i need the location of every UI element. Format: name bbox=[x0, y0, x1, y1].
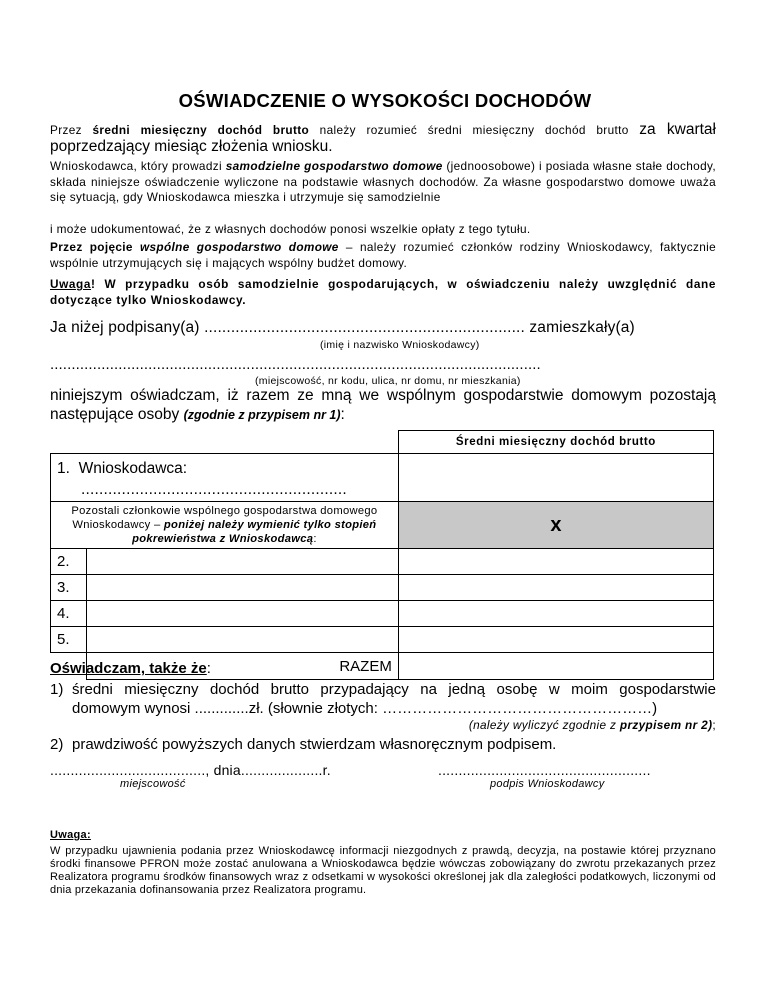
declaration-start: Ja niżej podpisany(a) bbox=[50, 319, 205, 336]
row-number: 5. bbox=[51, 627, 87, 653]
x-mark-cell: x bbox=[398, 502, 713, 549]
item2 bbox=[50, 736, 716, 753]
uwaga2-label: Uwaga: bbox=[50, 829, 91, 841]
table-row bbox=[51, 549, 714, 575]
relation-cell[interactable] bbox=[86, 549, 398, 575]
declaration-line3: niniejszym oświadczam, iż razem ze mną we wspólnym gospodarstwie domowym pozostają następujące osoby bbox=[50, 387, 716, 423]
item1-text-a: średni miesięczny dochód brutto przypadający na jedną osobę w moim gospodarstwie bbox=[72, 681, 716, 698]
signature-caption: podpis Wnioskodawcy bbox=[490, 778, 605, 790]
row-number: 1. bbox=[57, 460, 70, 477]
wspolne-bold: Przez pojęcie bbox=[50, 240, 140, 254]
przypis-2-note bbox=[50, 718, 716, 732]
table-row bbox=[51, 575, 714, 601]
uwaga-label: Uwaga bbox=[50, 277, 92, 291]
income-cell[interactable] bbox=[398, 549, 713, 575]
applicant-cell bbox=[51, 454, 399, 502]
household-table bbox=[50, 430, 714, 680]
signature-line: .................................................... bbox=[438, 762, 651, 778]
address-dots: ................................................................................................................... bbox=[50, 356, 541, 373]
samodzielne-text-1: Wnioskodawca, który prowadzi bbox=[50, 159, 226, 173]
others-colon: : bbox=[313, 533, 317, 545]
total-label: RAZEM bbox=[86, 653, 398, 680]
relation-cell[interactable] bbox=[86, 601, 398, 627]
przypis-1-ref: (zgodnie z przypisem nr 1) bbox=[183, 408, 341, 422]
name-dots: ........................................................................ bbox=[204, 319, 525, 336]
row-number: 3. bbox=[51, 575, 87, 601]
oswiadczam-colon: : bbox=[206, 660, 211, 677]
declaration-end: zamieszkały(a) bbox=[524, 319, 635, 336]
intro-text-3: za kwartał poprzedzający miesiąc złożenia wniosku. bbox=[50, 121, 716, 155]
samodzielne-paragraph bbox=[50, 159, 716, 206]
header-empty-cell bbox=[51, 431, 399, 454]
oswiadczam-heading bbox=[50, 660, 716, 677]
samodzielne-text-2: (jednoosobowe) i posiada własne stałe dochody, składa niniejsze oświadczenie wyliczone na podstawie własnych dochodów. Za własne gospodarstwo domowe uważa się sytuacją, gdy Wnioskodawca mieszka i utrzymuje się samodzielnie bbox=[50, 159, 716, 204]
row-number: 2. bbox=[51, 549, 87, 575]
place-caption: miejscowość bbox=[120, 778, 186, 790]
item2-text: prawdziwość powyższych danych stwierdzam własnoręcznym podpisem. bbox=[72, 736, 557, 753]
income-cell[interactable] bbox=[398, 627, 713, 653]
others-text: Pozostali członkowie wspólnego gospodarstwa domowego Wnioskodawcy – bbox=[71, 505, 378, 531]
address-caption: (miejscowość, nr kodu, ulica, nr domu, nr mieszkania) bbox=[255, 375, 521, 387]
others-bold: poniżej należy wymienić tylko stopień pokrewieństwa z Wnioskodawcą bbox=[132, 519, 377, 545]
item1 bbox=[50, 681, 716, 698]
wspolne-paragraph bbox=[50, 240, 716, 271]
note-bold: przypisem nr 2) bbox=[619, 718, 713, 732]
name-caption: (imię i nazwisko Wnioskodawcy) bbox=[320, 339, 480, 351]
intro-paragraph bbox=[50, 122, 716, 154]
intro-text-1: Przez bbox=[50, 123, 93, 137]
table-row bbox=[51, 454, 714, 502]
relation-cell[interactable] bbox=[86, 627, 398, 653]
table-row bbox=[51, 601, 714, 627]
income-cell[interactable] bbox=[398, 575, 713, 601]
oswiadczam-heading-text: Oświadczam, także że bbox=[50, 660, 207, 677]
note-end: ; bbox=[712, 718, 716, 732]
row-number: 4. bbox=[51, 601, 87, 627]
item1-text-b: domowym wynosi .............zł. (słownie złotych: ………………………………………………) bbox=[72, 700, 658, 717]
place-date-line: ......................................, dnia....................r. bbox=[50, 762, 331, 778]
declaration-colon: : bbox=[340, 406, 345, 423]
declaration-name-line bbox=[50, 319, 716, 337]
uwaga2-text: W przypadku ujawnienia podania przez Wnioskodawcę informacji niezgodnych z prawdą, decyzja, na postawie której przyznano środki finansowe PFRON może zostać anulowana a Wnioskodawca będzie wówczas zobowiązany do zwrotu przekazanych przez Realizatora programu środków finansowych wraz z odsetkami w wysokości określonej jak dla zaległości podatkowych, liczonymi od dnia przekazania dofinansowania przez Realizatora programu. bbox=[50, 845, 716, 896]
intro-bold: średni miesięczny dochód brutto bbox=[92, 123, 310, 137]
item1-number: 1) bbox=[50, 681, 64, 698]
income-header: Średni miesięczny dochód brutto bbox=[398, 431, 713, 454]
declaration-text bbox=[50, 386, 716, 425]
others-description-cell bbox=[51, 502, 399, 549]
samodzielne-bold: samodzielne gospodarstwo domowe bbox=[225, 159, 443, 173]
item2-number: 2) bbox=[50, 736, 64, 753]
income-cell[interactable] bbox=[398, 601, 713, 627]
note-text: (należy wyliczyć zgodnie z bbox=[468, 718, 620, 732]
relation-cell[interactable] bbox=[86, 575, 398, 601]
table-row bbox=[51, 627, 714, 653]
uwaga-note bbox=[50, 277, 716, 308]
uwaga-text: ! W przypadku osób samodzielnie gospodarujących, w oświadczeniu należy uwzględnić dane dotyczące tylko Wnioskodawcy. bbox=[50, 277, 716, 307]
applicant-income-cell[interactable] bbox=[398, 454, 713, 502]
others-header-row bbox=[51, 502, 714, 549]
applicant-label: Wnioskodawca: bbox=[78, 460, 188, 477]
table-header-row bbox=[51, 431, 714, 454]
wspolne-bold-italic: wspólne gospodarstwo domowe bbox=[140, 240, 339, 254]
samodzielne-last-line: i może udokumentować, że z własnych dochodów ponosi wszelkie opłaty z tego tytułu. bbox=[50, 222, 531, 236]
wspolne-text: – należy rozumieć członków rodziny Wnioskodawcy, faktycznie wspólnie utrzymujących się i mających wspólny budżet domowy. bbox=[50, 240, 716, 270]
applicant-dots: ........................................................... bbox=[81, 481, 347, 498]
intro-text-2: należy rozumieć średni miesięczny dochód brutto bbox=[309, 123, 640, 137]
document-title: OŚWIADCZENIE O WYSOKOŚCI DOCHODÓW bbox=[178, 90, 592, 111]
